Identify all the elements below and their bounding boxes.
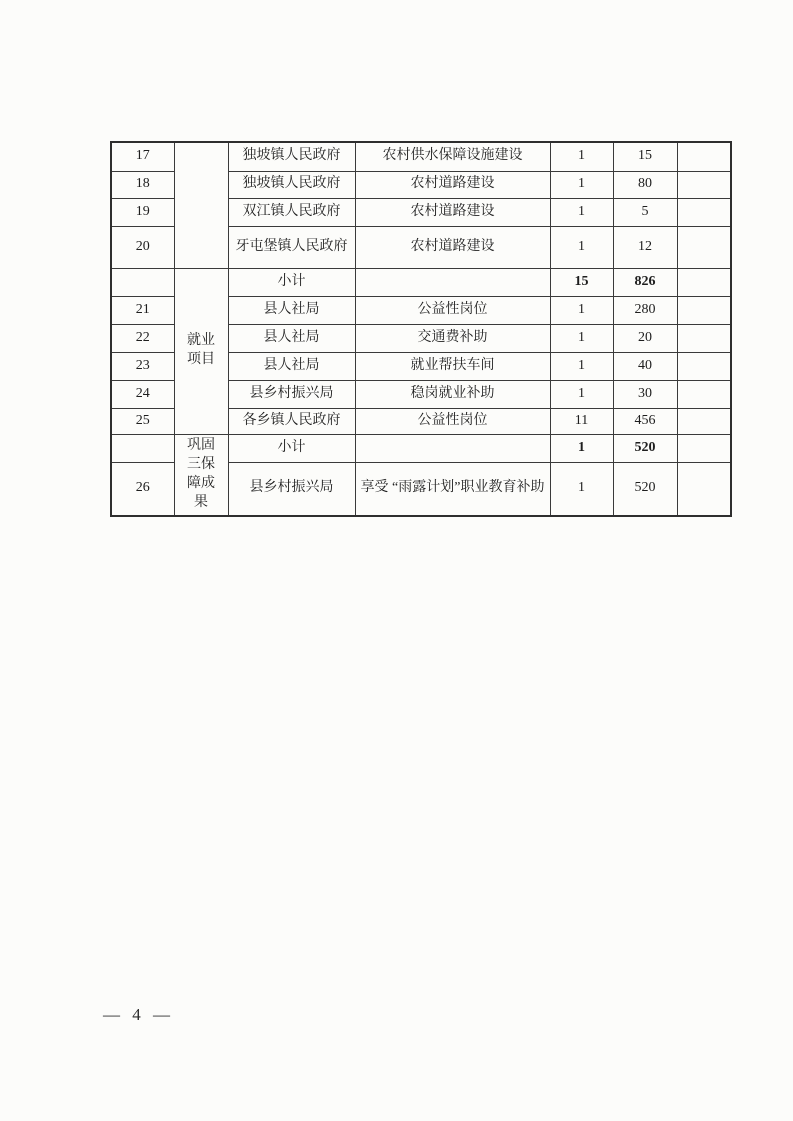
remark-cell	[677, 268, 731, 296]
row-number-cell: 25	[111, 408, 174, 434]
row-number-cell: 22	[111, 324, 174, 352]
row-number-cell	[111, 268, 174, 296]
count-cell: 1	[550, 352, 613, 380]
remark-cell	[677, 434, 731, 462]
page-number: — 4 —	[103, 1005, 171, 1024]
amount-cell: 5	[613, 198, 677, 226]
row-number-cell: 20	[111, 226, 174, 268]
project-cell: 农村道路建设	[355, 171, 550, 198]
project-cell: 农村道路建设	[355, 226, 550, 268]
remark-cell	[677, 324, 731, 352]
amount-cell: 520	[613, 462, 677, 516]
amount-cell: 80	[613, 171, 677, 198]
count-cell: 15	[550, 268, 613, 296]
remark-cell	[677, 408, 731, 434]
remark-cell	[677, 198, 731, 226]
org-cell: 双江镇人民政府	[228, 198, 355, 226]
row-number-cell	[111, 434, 174, 462]
remark-cell	[677, 296, 731, 324]
project-cell: 公益性岗位	[355, 408, 550, 434]
table-row subtotal-row	[111, 434, 731, 462]
remark-cell	[677, 352, 731, 380]
org-cell: 县人社局	[228, 296, 355, 324]
org-cell: 县乡村振兴局	[228, 462, 355, 516]
count-cell: 1	[550, 324, 613, 352]
remark-cell	[677, 142, 731, 171]
count-cell: 1	[550, 171, 613, 198]
project-cell	[355, 268, 550, 296]
project-cell: 就业帮扶车间	[355, 352, 550, 380]
count-cell: 1	[550, 380, 613, 408]
amount-cell: 20	[613, 324, 677, 352]
row-number-cell: 17	[111, 142, 174, 171]
remark-cell	[677, 226, 731, 268]
org-cell: 独坡镇人民政府	[228, 171, 355, 198]
remark-cell	[677, 462, 731, 516]
org-cell: 县人社局	[228, 352, 355, 380]
amount-cell: 15	[613, 142, 677, 171]
project-cell: 农村供水保障设施建设	[355, 142, 550, 171]
count-cell: 1	[550, 462, 613, 516]
subtotal-label-cell: 小计	[228, 268, 355, 296]
project-cell: 公益性岗位	[355, 296, 550, 324]
org-cell: 县人社局	[228, 324, 355, 352]
projects-table	[110, 141, 732, 517]
row-number-cell: 24	[111, 380, 174, 408]
amount-cell: 456	[613, 408, 677, 434]
row-number-cell: 18	[111, 171, 174, 198]
category-cell: 巩固三保障成果	[174, 434, 228, 516]
amount-cell: 826	[613, 268, 677, 296]
amount-cell: 40	[613, 352, 677, 380]
category-cell	[174, 142, 228, 268]
remark-cell	[677, 380, 731, 408]
count-cell: 1	[550, 226, 613, 268]
row-number-cell: 23	[111, 352, 174, 380]
count-cell: 1	[550, 198, 613, 226]
count-cell: 1	[550, 142, 613, 171]
table-row subtotal-row	[111, 268, 731, 296]
row-number-cell: 26	[111, 462, 174, 516]
count-cell: 1	[550, 434, 613, 462]
amount-cell: 280	[613, 296, 677, 324]
subtotal-label-cell: 小计	[228, 434, 355, 462]
amount-cell: 30	[613, 380, 677, 408]
remark-cell	[677, 171, 731, 198]
org-cell: 牙屯堡镇人民政府	[228, 226, 355, 268]
category-cell: 就业项目	[174, 268, 228, 434]
org-cell: 独坡镇人民政府	[228, 142, 355, 171]
project-cell: 农村道路建设	[355, 198, 550, 226]
count-cell: 1	[550, 296, 613, 324]
org-cell: 县乡村振兴局	[228, 380, 355, 408]
amount-cell: 12	[613, 226, 677, 268]
row-number-cell: 21	[111, 296, 174, 324]
project-cell: 交通费补助	[355, 324, 550, 352]
table-row	[111, 142, 731, 171]
org-cell: 各乡镇人民政府	[228, 408, 355, 434]
project-cell	[355, 434, 550, 462]
project-cell: 稳岗就业补助	[355, 380, 550, 408]
project-cell: 享受 “雨露计划”职业教育补助	[355, 462, 550, 516]
row-number-cell: 19	[111, 198, 174, 226]
amount-cell: 520	[613, 434, 677, 462]
count-cell: 11	[550, 408, 613, 434]
